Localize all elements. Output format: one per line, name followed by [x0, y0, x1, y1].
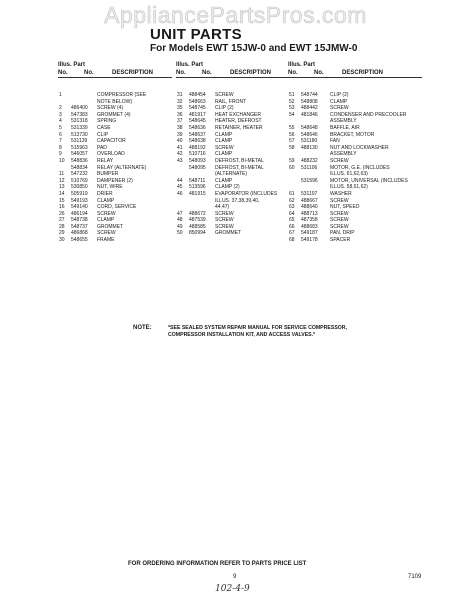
illus-number: 30	[59, 237, 65, 244]
parts-row	[58, 237, 178, 244]
part-number: 531106	[301, 164, 318, 171]
parts-row	[288, 211, 428, 218]
parts-row	[288, 204, 428, 211]
illus-number: 49	[177, 223, 183, 230]
parts-row	[176, 92, 296, 99]
part-number: 488640	[301, 204, 318, 211]
part-description: SCREW	[330, 197, 349, 204]
part-number: 515963	[71, 144, 88, 151]
illus-number: 67	[289, 230, 295, 237]
part-number: 505919	[71, 190, 88, 197]
part-number: 548638	[189, 138, 206, 145]
parts-row	[288, 198, 428, 205]
part-number: 481915	[189, 190, 206, 197]
parts-row	[288, 99, 428, 106]
part-description: DAMPENER (2)	[97, 177, 133, 184]
part-number: 548636	[189, 124, 206, 131]
parts-row	[288, 237, 428, 244]
part-description: FAN	[330, 138, 340, 145]
part-description: PAN, DRIP	[330, 230, 355, 237]
parts-row	[176, 99, 296, 106]
part-description: SCREW	[330, 157, 349, 164]
parts-row	[288, 151, 428, 158]
parts-row	[58, 224, 178, 231]
illus-number: 2	[59, 105, 62, 112]
part-description: CONDENSER AND PRECOOLER	[330, 111, 407, 118]
parts-row	[176, 118, 296, 125]
illus-number: 53	[289, 105, 295, 112]
parts-row	[58, 151, 178, 158]
column-header	[58, 62, 178, 78]
part-description: ILLUS. 58,61,62)	[330, 184, 368, 191]
part-description: SPRING	[97, 118, 117, 125]
part-no-header: No.	[314, 70, 324, 76]
parts-row	[176, 171, 296, 178]
part-number: 481917	[189, 111, 206, 118]
part-number: 481846	[301, 111, 318, 118]
parts-row	[176, 125, 296, 132]
part-number: 513596	[189, 184, 206, 191]
illus-number: 56	[289, 131, 295, 138]
parts-row	[288, 125, 428, 132]
part-number: 547232	[71, 171, 88, 178]
illus-number: 27	[59, 217, 65, 224]
parts-row	[176, 138, 296, 145]
part-description: GROMMET (4)	[97, 111, 131, 118]
part-number: 513730	[71, 131, 88, 138]
part-description: SCREW (4)	[97, 105, 124, 112]
illus-number: 8	[59, 144, 62, 151]
part-description: SCREW	[97, 230, 116, 237]
parts-row	[176, 178, 296, 185]
parts-row	[288, 165, 428, 172]
part-number: 488683	[301, 223, 318, 230]
part-description: PAD	[97, 144, 107, 151]
parts-row	[288, 224, 428, 231]
parts-row	[288, 178, 428, 185]
part-number: 487358	[301, 217, 318, 224]
header-divider	[176, 77, 290, 78]
illus-number: 57	[289, 138, 295, 145]
parts-row	[176, 105, 296, 112]
parts-row	[176, 165, 296, 172]
part-number: 547383	[71, 111, 88, 118]
part-description: RELAY (ALTERNATE)	[97, 164, 147, 171]
illus-number: 60	[289, 164, 295, 171]
parts-row	[58, 198, 178, 205]
parts-row	[176, 211, 296, 218]
illus-number: 62	[289, 197, 295, 204]
parts-row	[58, 191, 178, 198]
parts-row	[288, 92, 428, 99]
part-number: 531139	[71, 138, 88, 145]
part-description: SCREW	[330, 105, 349, 112]
part-number: 548834	[71, 164, 88, 171]
parts-row	[176, 217, 296, 224]
illus-number: 16	[59, 204, 65, 211]
parts-row	[288, 171, 428, 178]
parts-row	[58, 171, 178, 178]
illus-number: 65	[289, 217, 295, 224]
ordering-footer: FOR ORDERING INFORMATION REFER TO PARTS PRICE LIST	[128, 561, 307, 567]
part-description: CLAMP	[97, 197, 115, 204]
part-number: 548645	[189, 118, 206, 125]
part-number: 488585	[189, 223, 206, 230]
part-number: 531339	[71, 124, 88, 131]
parts-column-1	[58, 62, 178, 244]
part-number: 549140	[71, 204, 88, 211]
illus-part-header: Illus. Part	[58, 62, 86, 68]
part-number: 488454	[189, 92, 206, 98]
part-number: 488192	[189, 144, 206, 151]
illus-number: 7	[59, 138, 62, 145]
part-description: HEAT EXCHANGER	[215, 111, 261, 118]
illus-number: 42	[177, 151, 183, 158]
part-description: NOTE BELOW)	[97, 98, 133, 105]
part-description: SCREW	[330, 217, 349, 224]
parts-row	[288, 105, 428, 112]
part-description: ILLUS. 61,62,63)	[330, 171, 368, 178]
parts-row	[176, 224, 296, 231]
parts-row	[58, 125, 178, 132]
part-description: (ALTERNATE)	[215, 171, 248, 178]
illus-no-header: No.	[176, 70, 186, 76]
part-description: CLIP (2)	[215, 105, 234, 112]
part-description: CLAMP	[215, 151, 233, 158]
parts-row	[58, 204, 178, 211]
parts-row	[58, 211, 178, 218]
illus-number: 26	[59, 210, 65, 217]
illus-number: 46	[177, 190, 183, 197]
parts-row	[58, 132, 178, 139]
parts-list	[288, 92, 428, 244]
parts-list	[176, 92, 296, 237]
part-number: 548738	[71, 217, 88, 224]
illus-number: 47	[177, 210, 183, 217]
illus-number: 29	[59, 230, 65, 237]
part-description: HEATER, DEFROST	[215, 118, 262, 125]
parts-row	[58, 112, 178, 119]
parts-row	[176, 198, 296, 205]
part-description: NUT AND LOCKWASHER	[330, 144, 389, 151]
part-description: SCREW	[215, 92, 234, 98]
part-description: GROMMET	[97, 223, 124, 230]
parts-row	[288, 112, 428, 119]
parts-list	[58, 92, 178, 244]
part-description: CASE	[97, 124, 111, 131]
part-description: DEFROST, BI-METAL	[215, 157, 264, 164]
illus-number: 36	[177, 111, 183, 118]
part-description: CLIP (2)	[330, 92, 349, 98]
page-number: 9	[233, 574, 237, 580]
part-description: CLAMP	[215, 177, 233, 184]
illus-number: 28	[59, 223, 65, 230]
part-number: 549178	[301, 237, 318, 244]
parts-row	[58, 138, 178, 145]
description-header: DESCRIPTION	[112, 70, 154, 76]
note-text: *SEE SEALED SYSTEM REPAIR MANUAL FOR SERVICE COMPRESSOR, COMPRESSOR INSTALLATION KIT, AND ACCESS VALVES.*	[168, 325, 347, 338]
part-number: 548711	[189, 177, 206, 184]
part-no-header: No.	[84, 70, 94, 76]
illus-number: 12	[59, 177, 65, 184]
handwritten-annotation: 102-4-9	[215, 584, 250, 594]
part-no-header: No.	[202, 70, 212, 76]
note-label: NOTE:	[133, 325, 152, 331]
illus-part-header: Illus. Part	[288, 62, 316, 68]
part-number: 531107	[301, 190, 318, 197]
part-number: 548663	[189, 98, 206, 105]
part-description: CLAMP	[330, 98, 348, 105]
illus-number: 5	[59, 124, 62, 131]
column-header	[176, 62, 296, 78]
part-description: SCREW	[215, 217, 234, 224]
parts-row	[176, 158, 296, 165]
part-number: 488672	[189, 210, 206, 217]
part-description: SCREW	[330, 210, 349, 217]
part-description: RETAINER, HEATER	[215, 124, 263, 131]
part-description: WASHER	[330, 190, 352, 197]
part-description: CORD, SERVICE	[97, 204, 137, 211]
parts-row	[288, 191, 428, 198]
watermark: AppliancePartsPros.com	[104, 2, 367, 28]
illus-number: 37	[177, 118, 183, 125]
illus-number: 54	[289, 111, 295, 118]
part-description: ASSEMBLY	[330, 151, 357, 158]
parts-row	[58, 178, 178, 185]
illus-number: 48	[177, 217, 183, 224]
part-description: CLIP	[97, 131, 109, 138]
illus-number: 3	[59, 111, 62, 118]
part-description: DRIER	[97, 190, 113, 197]
part-description: ILLUS. 37,38,39,40,	[215, 197, 260, 204]
header-divider	[58, 77, 172, 78]
parts-row	[58, 118, 178, 125]
part-description: SPACER	[330, 237, 351, 244]
part-description: SCREW	[215, 144, 234, 151]
illus-number: 13	[59, 184, 65, 191]
part-description: MOTOR, G.E. (INCLUDES	[330, 164, 390, 171]
illus-number: 45	[177, 184, 183, 191]
parts-row	[288, 118, 428, 125]
parts-row	[176, 145, 296, 152]
illus-number: 6	[59, 131, 62, 138]
parts-row	[58, 230, 178, 237]
parts-row	[176, 184, 296, 191]
part-description: SCREW	[97, 210, 116, 217]
illus-number: 64	[289, 210, 295, 217]
illus-number: 39	[177, 131, 183, 138]
parts-row	[176, 230, 296, 237]
part-number: 548637	[189, 131, 206, 138]
parts-column-2	[176, 62, 296, 237]
illus-number: 14	[59, 190, 65, 197]
parts-row	[58, 184, 178, 191]
parts-row	[176, 151, 296, 158]
part-description: CLAMP (2)	[215, 184, 240, 191]
part-number: 548836	[71, 157, 88, 164]
part-number: 488130	[301, 144, 318, 151]
part-description: SCREW	[215, 210, 234, 217]
parts-row	[288, 230, 428, 237]
parts-row	[58, 158, 178, 165]
parts-row	[58, 99, 178, 106]
page-title: UNIT PARTS	[150, 26, 242, 43]
part-number: 530850	[71, 184, 88, 191]
illus-no-header: No.	[58, 70, 68, 76]
part-description: GROMMET	[215, 230, 242, 237]
parts-row	[288, 158, 428, 165]
part-number: 548646	[301, 131, 318, 138]
illus-number: 55	[289, 124, 295, 131]
illus-number: 9	[59, 151, 62, 158]
part-description: CLAMP	[215, 138, 233, 145]
part-number: 548745	[189, 105, 206, 112]
part-description: CLAMP	[215, 131, 233, 138]
part-number: 549193	[71, 197, 88, 204]
part-number: 531318	[71, 118, 88, 125]
part-number: 486400	[71, 105, 88, 112]
parts-row	[288, 132, 428, 139]
illus-number: 44	[177, 177, 183, 184]
parts-row	[58, 217, 178, 224]
illus-number: 1	[59, 92, 62, 98]
part-number: 546057	[71, 151, 88, 158]
illus-number: 11	[59, 171, 65, 178]
parts-row	[176, 204, 296, 211]
part-number: 548737	[71, 223, 88, 230]
parts-row	[58, 92, 178, 99]
part-description: 44,47)	[215, 204, 230, 211]
illus-number: 4	[59, 118, 62, 125]
part-number: 548744	[301, 92, 318, 98]
part-description: FRAME	[97, 237, 115, 244]
illus-number: 32	[177, 98, 183, 105]
page-subtitle: For Models EWT 15JW-0 and EWT 15JMW-0	[150, 43, 358, 54]
parts-row	[58, 105, 178, 112]
illus-number: 59	[289, 157, 295, 164]
part-number: 486868	[71, 230, 88, 237]
part-description: SCREW	[215, 223, 234, 230]
illus-number: 31	[177, 92, 183, 98]
part-description: EVAPORATOR (INCLUDES	[215, 190, 278, 197]
parts-column-3	[288, 62, 428, 244]
part-description: CAPACITOR	[97, 138, 126, 145]
parts-row	[58, 145, 178, 152]
part-description: COMPRESSOR (SEE	[97, 92, 147, 98]
part-description: RELAY	[97, 157, 114, 164]
illus-number: 43	[177, 157, 183, 164]
illus-number: 58	[289, 144, 295, 151]
illus-number: 38	[177, 124, 183, 131]
parts-row	[288, 217, 428, 224]
illus-number: 10	[59, 157, 65, 164]
header-divider	[288, 77, 422, 78]
description-header: DESCRIPTION	[230, 70, 272, 76]
illus-number: 66	[289, 223, 295, 230]
part-number: 548808	[301, 98, 318, 105]
part-number: 548093	[189, 157, 206, 164]
illus-number: 61	[289, 190, 295, 197]
part-number: 548095	[189, 164, 206, 171]
page-code: 7109	[408, 574, 422, 580]
parts-row	[176, 112, 296, 119]
part-number: 488232	[301, 157, 318, 164]
part-description: BRACKET, MOTOR	[330, 131, 375, 138]
illus-number: 68	[289, 237, 295, 244]
part-description: BAFFLE, AIR	[330, 124, 360, 131]
illus-part-header: Illus. Part	[176, 62, 204, 68]
description-header: DESCRIPTION	[342, 70, 384, 76]
part-number: 510769	[71, 177, 88, 184]
parts-row	[176, 132, 296, 139]
part-number: 549187	[301, 230, 318, 237]
part-description: CLAMP	[97, 217, 115, 224]
part-description: SCREW	[330, 223, 349, 230]
part-description: NUT, SPEED	[330, 204, 360, 211]
part-description: RAIL, FRONT	[215, 98, 247, 105]
illus-number: 15	[59, 197, 65, 204]
parts-row	[288, 184, 428, 191]
part-description: ASSEMBLY	[330, 118, 357, 125]
illus-number: 41	[177, 144, 183, 151]
illus-no-header: No.	[288, 70, 298, 76]
parts-row	[58, 165, 178, 172]
part-number: 510716	[189, 151, 206, 158]
part-number: 488713	[301, 210, 318, 217]
part-description: OVERLOAD	[97, 151, 125, 158]
part-number: 850994	[189, 230, 206, 237]
part-description: BUMPER	[97, 171, 119, 178]
part-number: 548648	[301, 124, 318, 131]
part-description: DEFROST, BI-METAL	[215, 164, 264, 171]
illus-number: 35	[177, 105, 183, 112]
part-number: 548655	[71, 237, 88, 244]
parts-row	[176, 191, 296, 198]
parts-row	[288, 138, 428, 145]
illus-number: 63	[289, 204, 295, 211]
part-number: 531180	[301, 138, 318, 145]
part-number: 488667	[301, 197, 318, 204]
part-number: 487539	[189, 217, 206, 224]
illus-number: 40	[177, 138, 183, 145]
parts-row	[288, 145, 428, 152]
illus-number: 50	[177, 230, 183, 237]
part-description: MOTOR, UNIVERSAL (INCLUDES	[330, 177, 408, 184]
part-description: NUT, WIRE	[97, 184, 123, 191]
part-number: 486194	[71, 210, 88, 217]
illus-number: 51	[289, 92, 295, 98]
column-header	[288, 62, 428, 78]
illus-number: 52	[289, 98, 295, 105]
part-number: 531596	[301, 177, 318, 184]
part-number: 488442	[301, 105, 318, 112]
